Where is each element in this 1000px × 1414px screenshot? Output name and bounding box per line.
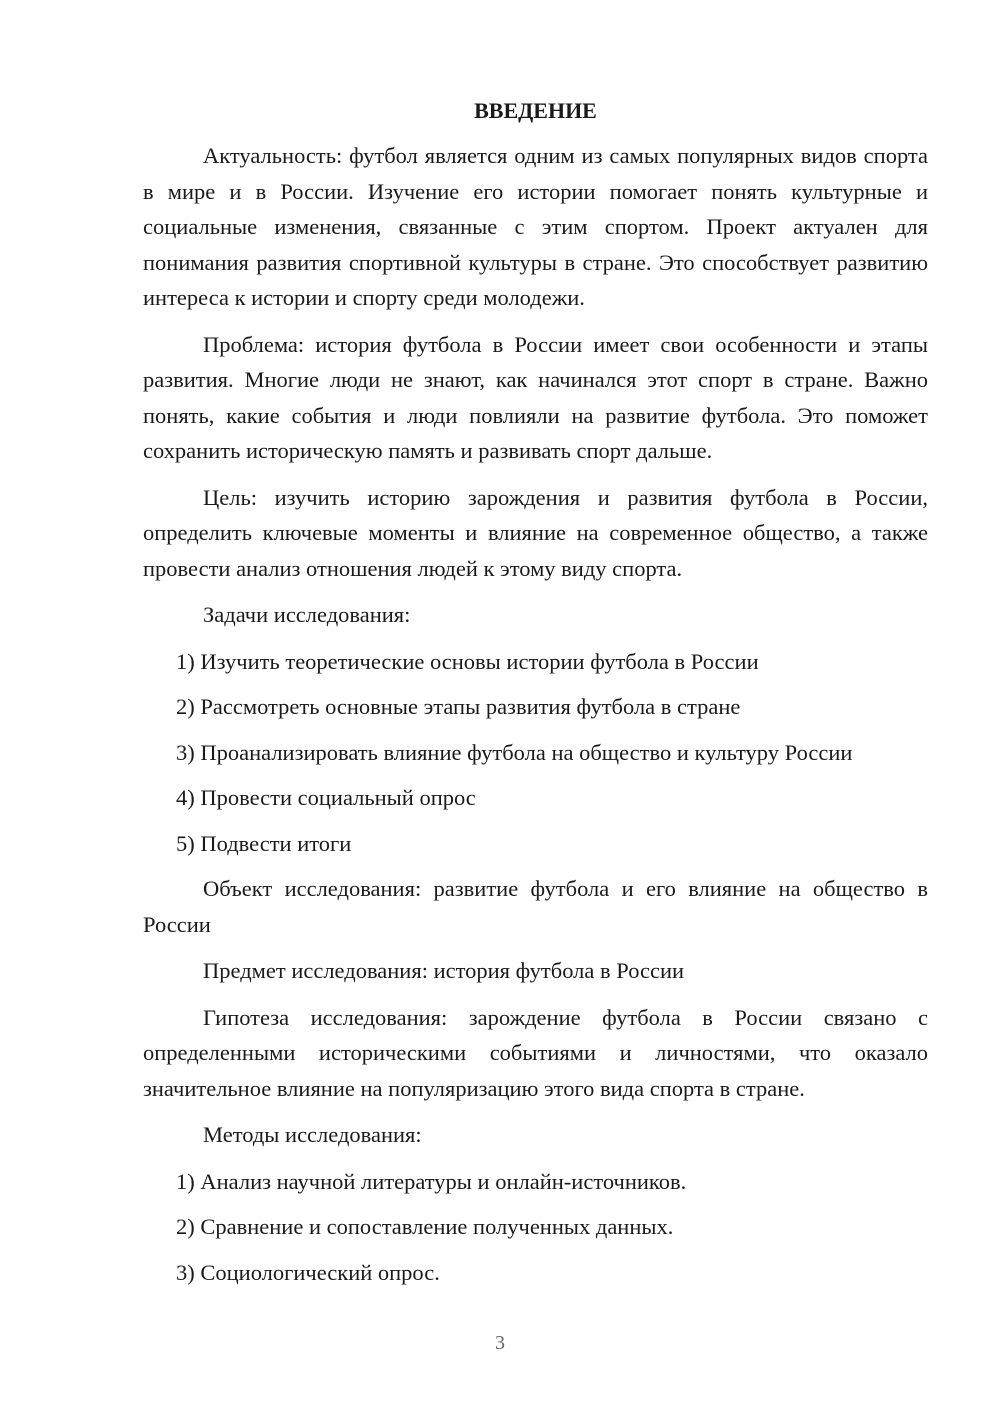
method-item: 3) Социологический опрос. bbox=[176, 1259, 440, 1285]
task-item: 3) Проанализировать влияние футбола на общество и культуру России bbox=[176, 739, 853, 765]
page-number: 3 bbox=[495, 1332, 505, 1354]
methods-heading: Методы исследования: bbox=[203, 1122, 422, 1147]
methods-list bbox=[143, 1164, 928, 1291]
document-page bbox=[143, 96, 928, 1300]
tasks-list bbox=[143, 644, 928, 862]
paragraph-object: Объект исследования: развитие футбола и его влияние на общество в России bbox=[143, 876, 928, 937]
paragraph-subject: Предмет исследования: история футбола в России bbox=[203, 958, 685, 983]
paragraph-problem: Проблема: история футбола в России имеет свои особенности и этапы развития. Многие люди не знают, как начинался этот спорт в стране. Важно понять, какие события и люди повлияли на развитие футбола. Это поможет сохранить историческую память и развивать спорт дальше. bbox=[143, 331, 928, 463]
method-item: 2) Сравнение и сопоставление полученных данных. bbox=[176, 1214, 674, 1239]
method-item: 1) Анализ научной литературы и онлайн-источников. bbox=[176, 1168, 687, 1194]
paragraph-hypothesis: Гипотеза исследования: зарождение футбола в России связано с определенными историческими событиями и личностями, что оказало значительное влияние на популяризацию этого вида спорта в стране. bbox=[143, 1004, 928, 1101]
task-item: 1) Изучить теоретические основы истории футбола в России bbox=[176, 648, 759, 674]
task-item: 4) Провести социальный опрос bbox=[176, 785, 476, 810]
paragraph-goal: Цель: изучить историю зарождения и развития футбола в России, определить ключевые моменты и влияние на современное общество, а также провести анализ отношения людей к этому виду спорта. bbox=[143, 484, 928, 581]
tasks-heading: Задачи исследования: bbox=[203, 602, 411, 627]
task-item: 5) Подвести итоги bbox=[176, 830, 352, 856]
paragraph-relevance: Актуальность: футбол является одним из самых популярных видов спорта в мире и в России. Изучение его истории помогает понять культурные и социальные изменения, связанные с этим спортом. Проект актуален для понимания развития спортивной культуры в стране. Это способствует развитию интереса к истории и спорту среди молодежи. bbox=[143, 143, 928, 310]
task-item: 2) Рассмотреть основные этапы развития футбола в стране bbox=[176, 694, 741, 719]
section-heading: ВВЕДЕНИЕ bbox=[474, 98, 597, 123]
